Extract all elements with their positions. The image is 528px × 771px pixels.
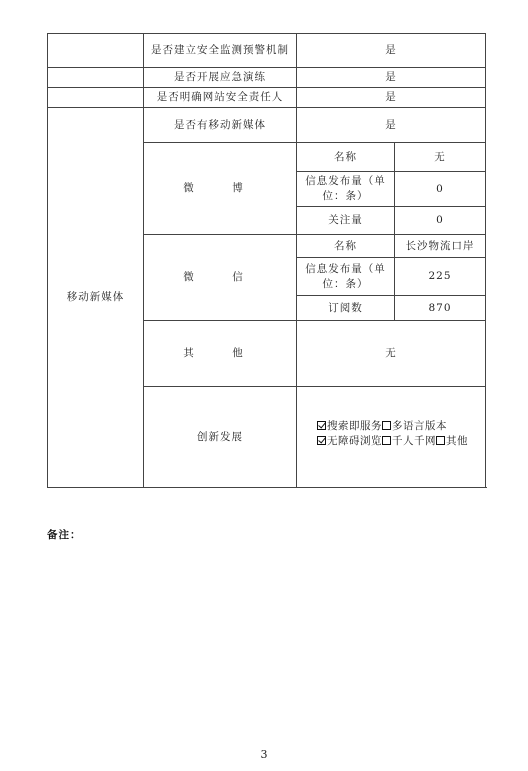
wechat-subs-label: 订阅数 bbox=[297, 296, 395, 321]
monitoring-value: 是 bbox=[297, 34, 486, 68]
innovation-options bbox=[297, 387, 486, 488]
has-mobile-media-value: 是 bbox=[297, 108, 486, 143]
checkbox-accessibility-icon[interactable] bbox=[317, 436, 326, 445]
wechat-name-value: 长沙物流口岸 bbox=[395, 235, 486, 258]
wechat-posts-label: 信息发布量（单位：条） bbox=[297, 258, 395, 296]
innovation-option-multilang[interactable]: 多语言版本 bbox=[382, 420, 447, 432]
innovation-option-accessibility[interactable]: 无障碍浏览 bbox=[317, 435, 382, 447]
checkbox-search-icon[interactable] bbox=[317, 421, 326, 430]
innovation-option-other[interactable]: 其他 bbox=[436, 435, 468, 447]
report-table bbox=[47, 33, 486, 488]
weibo-followers-value: 0 bbox=[395, 207, 486, 235]
drill-label: 是否开展应急演练 bbox=[144, 68, 297, 88]
weibo-followers-label: 关注量 bbox=[297, 207, 395, 235]
other-value: 无 bbox=[297, 321, 486, 387]
table-cell-empty bbox=[48, 68, 144, 88]
checkbox-personalized-icon[interactable] bbox=[382, 436, 391, 445]
responsible-value: 是 bbox=[297, 88, 486, 108]
responsible-label: 是否明确网站安全责任人 bbox=[144, 88, 297, 108]
wechat-subs-value: 870 bbox=[395, 296, 486, 321]
innovation-option-personalized[interactable]: 千人千网 bbox=[382, 435, 436, 447]
wechat-name-label: 名称 bbox=[297, 235, 395, 258]
wechat-label: 微 信 bbox=[144, 235, 297, 321]
weibo-label: 微 博 bbox=[144, 143, 297, 235]
has-mobile-media-label: 是否有移动新媒体 bbox=[144, 108, 297, 143]
innovation-label: 创新发展 bbox=[144, 387, 297, 488]
innovation-option-search[interactable]: 搜索即服务 bbox=[317, 420, 382, 432]
other-label: 其 他 bbox=[144, 321, 297, 387]
checkbox-multilang-icon[interactable] bbox=[382, 421, 391, 430]
weibo-name-label: 名称 bbox=[297, 143, 395, 172]
table-cell-empty bbox=[48, 88, 144, 108]
mobile-media-section-label: 移动新媒体 bbox=[48, 108, 144, 488]
wechat-posts-value: 225 bbox=[395, 258, 486, 296]
weibo-posts-label: 信息发布量（单位：条） bbox=[297, 172, 395, 207]
weibo-posts-value: 0 bbox=[395, 172, 486, 207]
drill-value: 是 bbox=[297, 68, 486, 88]
table-cell-empty bbox=[48, 34, 144, 68]
remarks-label: 备注： bbox=[47, 529, 82, 541]
monitoring-label: 是否建立安全监测预警机制 bbox=[144, 34, 297, 68]
page-number: 3 bbox=[260, 748, 268, 761]
weibo-name-value: 无 bbox=[395, 143, 486, 172]
checkbox-other-icon[interactable] bbox=[436, 436, 445, 445]
